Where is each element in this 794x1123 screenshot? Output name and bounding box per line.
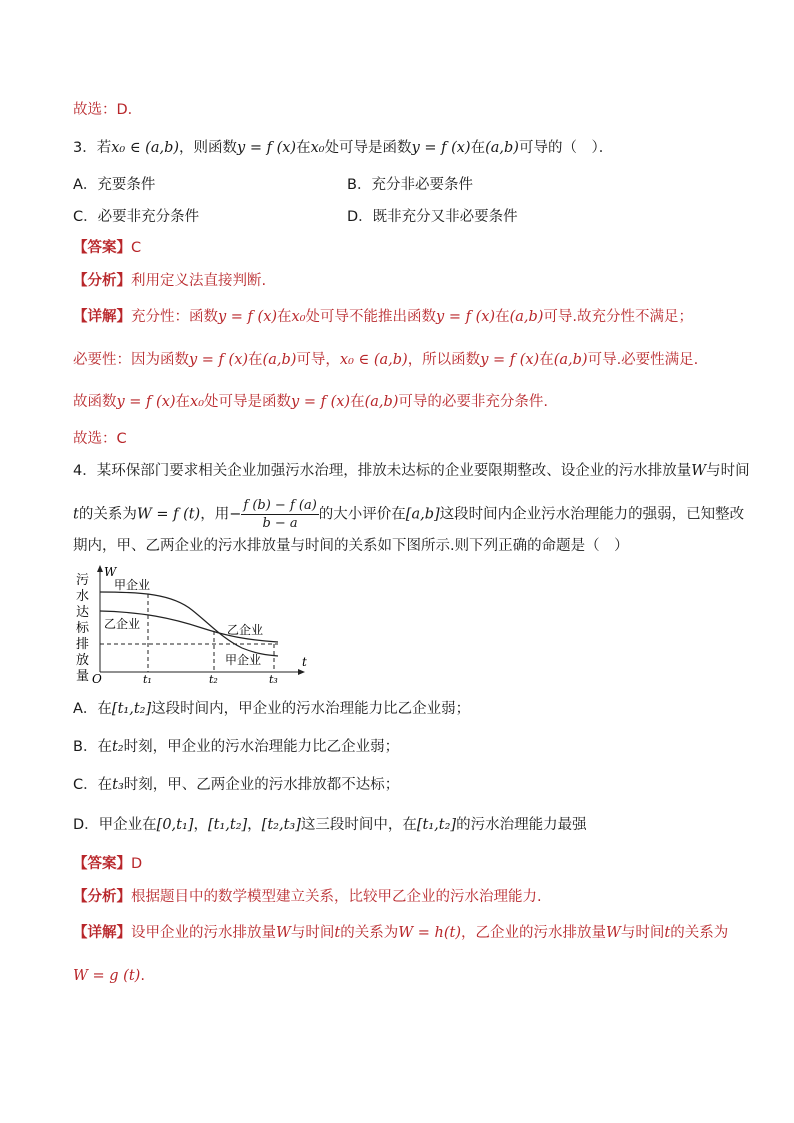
q4-detail-line1: 【详解】设甲企业的污水排放量W与时间t的关系为W = h(t)，乙企业的污水排放量W与时间t的关系为 [73, 925, 729, 941]
yi-label-left: 乙企业 [104, 617, 141, 631]
t1-tick-label: t₁ [143, 673, 152, 686]
q3-option-c: C．必要非充分条件 [73, 209, 200, 225]
y-axis-title-5: 排 [76, 637, 90, 652]
q4-option-b: B．在t₂时刻，甲企业的污水治理能力比乙企业弱； [73, 739, 400, 755]
q4-stem-line3: 期内，甲、乙两企业的污水排放量与时间的关系如下图所示.则下列正确的命题是（ ） [73, 538, 629, 554]
y-axis-arrow [97, 565, 103, 572]
q3-answer: 【答案】C [73, 240, 142, 256]
q4-analysis: 【分析】根据题目中的数学模型建立关系，比较甲乙企业的污水治理能力. [73, 889, 542, 905]
q4-option-d: D．甲企业在[0,t₁]，[t₁,t₂]，[t₂,t₃]这三段时间中，在[t₁,t₂]的污水治理能力最强 [73, 817, 587, 833]
q4-stem-line1: 4．某环保部门要求相关企业加强污水治理，排放未达标的企业要限期整改、设企业的污水排放量W与时间 [73, 463, 750, 479]
x-axis-arrow [298, 669, 305, 675]
q3-detail-line2: 必要性：因为函数y = f (x)在(a,b)可导，x₀ ∈ (a,b)，所以函数y = f (x)在(a,b)可导.必要性满足. [73, 352, 699, 368]
q3-option-b: B．充分非必要条件 [347, 177, 473, 193]
q4-answer: 【答案】D [73, 856, 143, 872]
t2-tick-label: t₂ [209, 673, 218, 686]
t3-tick-label: t₃ [269, 673, 278, 686]
q3-option-a: A．充要条件 [73, 177, 156, 193]
y-axis-title-4: 标 [76, 621, 90, 636]
difference-quotient: $\frac{f (b) - f (a)}{b - a}$ [243, 498, 317, 531]
q4-option-a: A．在[t₁,t₂]这段时间内，甲企业的污水治理能力比乙企业弱； [73, 701, 471, 717]
q4-option-c: C．在t₃时刻，甲、乙两企业的污水排放都不达标； [73, 777, 400, 793]
q3-detail-line1: 【详解】充分性：函数y = f (x)在x₀处可导不能推出函数y = f (x)在(a,b)可导.故充分性不满足； [73, 309, 694, 325]
y-axis-title-3: 达 [76, 605, 90, 620]
y-axis-label: W [104, 565, 117, 579]
jia-label-top: 甲企业 [114, 578, 151, 592]
y-axis-title-2: 水 [76, 589, 90, 604]
q3-option-d: D．既非充分又非必要条件 [347, 209, 518, 225]
q4-detail-line2: W = g (t). [73, 968, 145, 984]
jia-label-bottom: 甲企业 [225, 653, 262, 667]
origin-label: O [92, 672, 102, 686]
q4-stem-line2: t的关系为W = f (t)，用− $\frac{f (b) - f (a)}{b - a}$ 的大小评价在[a,b]这段时间内企业污水治理能力的强弱，已知整改 [73, 498, 745, 531]
q3-detail-line3: 故函数y = f (x)在x₀处可导是函数y = f (x)在(a,b)可导的必要非充分条件. [73, 394, 549, 410]
q3-choose-line: 故选：C [73, 431, 127, 447]
previous-choose-line: 故选：D． [73, 102, 143, 118]
y-axis-title-7: 量 [76, 669, 90, 684]
y-axis-title-1: 污 [76, 573, 90, 588]
x-axis-label: t [302, 655, 307, 669]
q3-stem: 3．若x₀ ∈ (a,b)，则函数y = f (x)在x₀处可导是函数y = f (x)在(a,b)可导的（ ）． [73, 140, 614, 156]
y-axis-title-6: 放 [76, 653, 90, 668]
q3-analysis: 【分析】利用定义法直接判断. [73, 273, 267, 289]
yi-label-right: 乙企业 [227, 623, 264, 637]
emission-figure [72, 562, 312, 686]
